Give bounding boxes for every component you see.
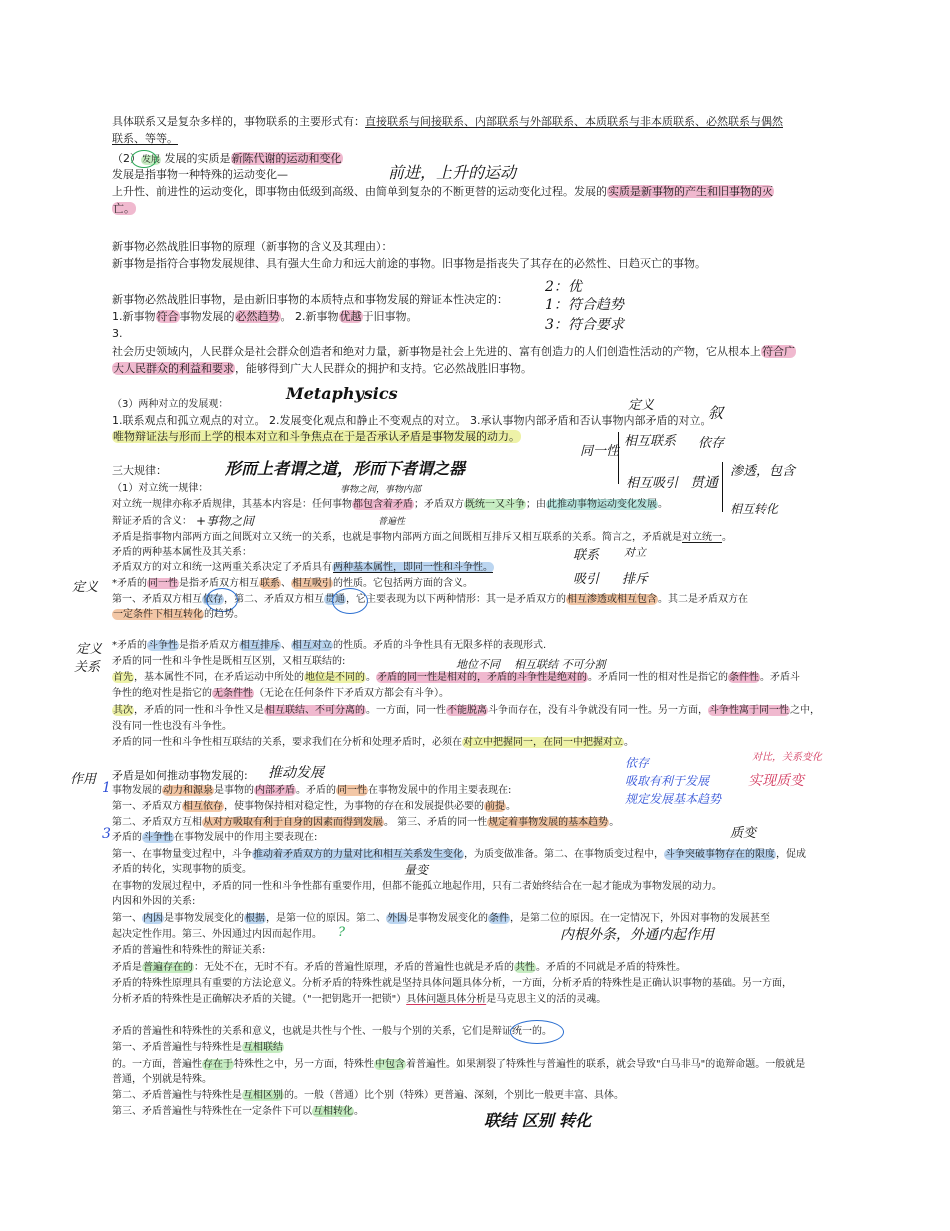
handwritten-note: 吸引 <box>573 572 600 587</box>
text-line: 上升性、前进性的运动变化，即事物由低级到高级、由简单到复杂的不断更替的运动变化过程。发展的实质是新事物的产生和旧事物的灭 <box>112 185 773 198</box>
text-line: 唯物辩证法与形而上学的根本对立和斗争焦点在于是否承认矛盾是事物发展的动力。 <box>113 430 520 443</box>
text-line: 矛盾的转化，实现事物的质变。 <box>112 864 252 875</box>
text-line: 第一、内因是事物发展变化的根据，是第一位的原因。第二、外因是事物发展变化的条件，是第二位的原因。在一定情况下，外因对事物的发展甚至 <box>112 913 770 924</box>
text-line: 发展是指事物一种特殊的运动变化— <box>112 168 288 181</box>
handwritten-note: 叙 <box>708 404 724 422</box>
text-line: 在事物的发展过程中，矛盾的同一性和斗争性都有重要作用，但都不能孤立地起作用，只有二者始终结合在一起才能成为事物发展的动力。 <box>112 881 722 892</box>
handwritten-note: 3 <box>102 826 111 842</box>
ink-bracket <box>722 462 723 512</box>
handwritten-note: 相互转化 <box>730 502 779 516</box>
text-line: 没有同一性也没有斗争性。 <box>112 721 232 732</box>
handwritten-note: 地位不同 <box>456 658 500 671</box>
handwritten-note: 联系 <box>573 548 600 563</box>
text-line: 第一、在事物量变过程中，斗争推动着矛盾双方的力量对比和相互关系发生变化，为质变做准备。第二、在事物质变过程中，斗争突破事物存在的限度，促成 <box>112 849 806 860</box>
handwritten-note: 3：符合要求 <box>545 317 624 333</box>
text-line: 亡。 <box>113 202 135 215</box>
text-line: 三大规律： <box>112 464 167 477</box>
handwritten-note: 内根外条，外通内起作用 <box>560 927 714 943</box>
handwritten-note: 形而上者谓之道，形而下者谓之器 <box>225 459 466 478</box>
text-line: 第二、矛盾普遍性与特殊性是互相区别的。一般（普通）比个别（特殊）更普遍、深刻，个别比一般更丰富、具体。 <box>112 1090 624 1101</box>
handwritten-note: 相互联结 不可分割 <box>514 658 606 671</box>
text-line: 对立统一规律亦称矛盾规律，其基本内容是：任何事物都包含着矛盾；矛盾双方既统一又斗争；由此推动事物运动变化发展。 <box>112 499 668 510</box>
text-line: 矛盾的两种基本属性及其关系： <box>112 547 252 558</box>
text-line: 矛盾的普遍性和特殊性的辩证关系: <box>112 945 266 956</box>
handwritten-note: 依存 <box>625 756 650 770</box>
text-line: 新事物必然战胜旧事物，是由新旧事物的本质特点和事物发展的辩证本性决定的： <box>112 293 508 306</box>
handwritten-note: 排斥 <box>622 572 649 587</box>
handwritten-note: 推动发展 <box>268 765 324 781</box>
text-line: 矛盾的普遍性和特殊性的关系和意义，也就是共性与个性、一般与个别的关系，它们是辩证统一的。 <box>112 1026 552 1037</box>
text-line: 矛盾的同一性和斗争性相互联结的关系，要求我们在分析和处理矛盾时，必须在对立中把握同一，在同一中把握对立。 <box>112 737 634 748</box>
text-line: 大人民群众的利益和要求，能够得到广大人民群众的拥护和支持。它必然战胜旧事物。 <box>113 362 532 375</box>
text-line: 起决定性作用。第三、外因通过内因而起作用。 <box>112 929 322 940</box>
handwritten-note: +事物之间 <box>196 514 255 528</box>
handwritten-note: 前进，上升的运动 <box>388 163 517 182</box>
text-line: 第一、矛盾双方相互依存，使事物保持相对稳定性，为事物的存在和发展提供必要的前提。 <box>112 801 516 812</box>
handwritten-note: 同一性 <box>580 444 620 459</box>
handwritten-note: 贯通 <box>690 475 718 491</box>
handwritten-note: 作用 <box>70 772 97 787</box>
handwritten-note: 相互联系 <box>624 434 677 449</box>
text-line: 其次，矛盾的同一性和斗争性又是相互联结、不可分离的。一方面，同一性不能脱离斗争而存在，没有斗争就没有同一性。另一方面，斗争性寓于同一性之中， <box>113 705 820 716</box>
text-line: （3）两种对立的发展观： <box>112 399 229 410</box>
handwritten-note: 吸取有利于发展 <box>625 774 710 788</box>
text-line: 内因和外因的关系: <box>112 896 196 907</box>
text-line: 具体联系又是复杂多样的，事物联系的主要形式有：直接联系与间接联系、内部联系与外部联系、本质联系与非本质联系、必然联系与偶然 <box>112 115 783 128</box>
text-line: 矛盾是如何推动事物发展的: <box>112 769 248 782</box>
text-line: 普通，个别就是特殊。 <box>112 1074 212 1085</box>
text-line: 第三、矛盾普遍性与特殊性在一定条件下可以互相转化。 <box>112 1106 364 1117</box>
handwritten-note: 关系 <box>74 660 101 675</box>
text-line: 矛盾的同一性和斗争性是既相互区别，又相互联结的: <box>112 656 346 667</box>
text-line: *矛盾的同一性是指矛盾双方相互联系、相互吸引的性质。它包括两方面的含义。 <box>112 578 473 589</box>
handwritten-note: 对比，关系变化 <box>752 752 822 763</box>
text-line: 3. <box>112 327 123 340</box>
text-line: 辩证矛盾的含义： <box>112 516 192 527</box>
handwritten-note: 定义 <box>72 580 99 595</box>
ink-bracket <box>618 432 619 484</box>
text-line: 第一、矛盾双方相互依存，第二、矛盾双方相互贯通，它主要表现为以下两种情形：其一是矛盾双方的相互渗透或相互包含。其二是矛盾双方在 <box>112 594 748 605</box>
text-line: 矛盾双方的对立和统一这两重关系决定了矛盾具有两种基本属性，即同一性和斗争性。 <box>112 562 493 573</box>
handwritten-note: 相互吸引 <box>626 476 679 491</box>
handwritten-note: 质变 <box>730 826 757 841</box>
text-line: 1.新事物符合事物发展的必然趋势。 2.新事物优越于旧事物。 <box>112 310 418 323</box>
text-line: （1）对立统一规律： <box>112 483 209 494</box>
handwritten-note: 普遍性 <box>378 517 406 527</box>
handwritten-note: 定义 <box>628 398 655 413</box>
text-line: 的。一方面，普遍性存在于特殊性之中，另一方面，特殊性中包含着普遍性。如果割裂了特殊性与普遍性的联系，就会导致"白马非马"的诡辩命题。一般就是 <box>112 1059 806 1070</box>
handwritten-note: 联结 区别 转化 <box>484 1111 592 1130</box>
text-line: 事物发展的动力和源泉是事物的内部矛盾。矛盾的同一性在事物发展中的作用主要表现在: <box>112 785 512 796</box>
text-line: （2）发展 发展的实质是新陈代谢的运动和变化 <box>112 152 342 165</box>
handwritten-note: Metaphysics <box>286 384 398 403</box>
handwritten-note: 1 <box>102 780 111 796</box>
text-line: 矛盾是普遍存在的：无处不在，无时不有。矛盾的普遍性原理，矛盾的普遍性也就是矛盾的共性。矛盾的不同就是矛盾的特殊性。 <box>112 962 686 973</box>
text-line: 新事物必然战胜旧事物的原理（新事物的含义及其理由）： <box>112 240 393 253</box>
handwritten-note: 1：符合趋势 <box>545 297 624 313</box>
text-line: 争性的绝对性是指它的无条件性（无论在任何条件下矛盾双方都会有斗争）。 <box>112 688 449 699</box>
text-line: 矛盾的特殊性原理具有重要的方法论意义。分析矛盾的特殊性就是坚持具体问题具体分析，一方面，分析矛盾的特殊性是正确认识事物的基础。另一方面， <box>112 978 792 989</box>
text-line: 新事物是指符合事物发展规律、具有强大生命力和远大前途的事物。旧事物是指丧失了其存在的必然性、日趋灭亡的事物。 <box>112 257 706 270</box>
text-line: 第一、矛盾普遍性与特殊性是互相联结 <box>112 1042 283 1053</box>
text-line: 第二、矛盾双方互相从对方吸取有利于自身的因素而得到发展。 第三、矛盾的同一性规定着事物发展的基本趋势。 <box>112 817 620 828</box>
handwritten-note: 对立 <box>624 546 646 559</box>
text-line: *矛盾的斗争性是指矛盾双方相互排斥、相互对立的性质。矛盾的斗争性具有无限多样的表现形式. <box>112 640 547 651</box>
text-line: 矛盾的斗争性在事物发展中的作用主要表现在: <box>112 832 318 843</box>
handwritten-note: 依存 <box>698 436 725 451</box>
text-line: 社会历史领域内，人民群众是社会群众创造者和绝对力量，新事物是社会上先进的、富有创造力的人们创造性活动的产物，它从根本上符合广 <box>112 345 795 358</box>
text-line: 联系、等等。 <box>112 132 178 145</box>
text-line: 分析矛盾的特殊性是正确解决矛盾的关键。（"一把钥匙开一把锁"）具体问题具体分析是马克思主义的活的灵魂。 <box>112 994 607 1005</box>
text-line: 矛盾是指事物内部两方面之间既对立又统一的关系，也就是事物内部两方面之间既相互排斥又相互联系的关系。简言之，矛盾就是对立统一。 <box>112 532 732 543</box>
text-line: 一定条件下相互转化的趋势。 <box>113 609 244 620</box>
handwritten-note: 2：优 <box>545 279 582 295</box>
handwritten-note: 定义 <box>76 642 103 657</box>
text-line: 1.联系观点和孤立观点的对立。 2.发展变化观点和静止不变观点的对立。 3.承认事物内部矛盾和否认事物内部矛盾的对立。 <box>112 414 712 427</box>
handwritten-note: 实现质变 <box>748 773 804 789</box>
handwritten-note: ? <box>338 925 345 940</box>
handwritten-note: 规定发展基本趋势 <box>625 792 722 806</box>
text-line: 首先，基本属性不同，在矛盾运动中所处的地位是不同的。矛盾的同一性是相对的，矛盾的斗争性是绝对的。矛盾同一性的相对性是指它的条件性。矛盾斗 <box>113 672 800 683</box>
handwritten-note: 事物之间，事物内部 <box>340 485 422 495</box>
handwritten-note: 渗透，包含 <box>730 464 796 479</box>
handwritten-note: 量变 <box>404 863 429 877</box>
